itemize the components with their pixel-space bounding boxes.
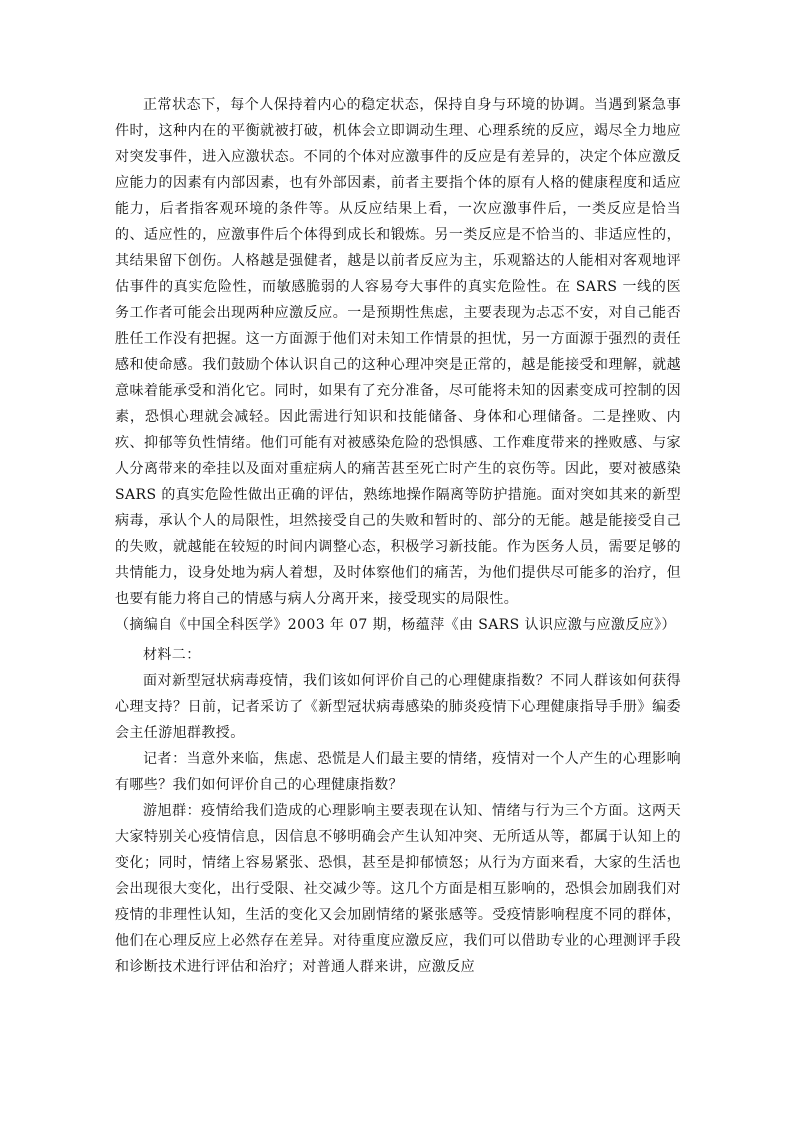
- paragraph-intro: 面对新型冠状病毒疫情，我们该如何评价自己的心理健康指数？不同人群该如何获得心理支持？日前，记者采访了《新型冠状病毒感染的肺炎疫情下心理健康指导手册》编委会主任游旭群教授。: [115, 673, 681, 741]
- paragraph-material-one: 正常状态下，每个人保持着内心的稳定状态，保持自身与环境的协调。当遇到紧急事件时，这种内在的平衡就被打破，机体会立即调动生理、心理系统的反应，竭尽全力地应对突发事件，进入应激状态。不同的个体对应激事件的反应是有差异的，决定个体应激反应能力的因素有内部因素，也有外部因素，前者主要指个体的原有人格的健康程度和适应能力，后者指客观环境的条件等。从反应结果上看，一次应激事件后，一类反应是恰当的、适应性的，应激事件后个体得到成长和锻炼。另一类反应是不恰当的、非适应性的，其结果留下创伤。人格越是强健者，越是以前者反应为主，乐观豁达的人能相对客观地评估事件的真实危险性，而敏感脆弱的人容易夸大事件的真实危险性。在 SARS 一线的医务工作者可能会出现两种应激反应。一是预期性焦虑，主要表现为忐忑不安，对自己能否胜任工作没有把握。这一方面源于他们对未知工作情景的担忧，另一方面源于强烈的责任感和使命感。我们鼓励个体认识自己的这种心理冲突是正常的，越是能接受和理解，就越意味着能承受和消化它。同时，如果有了充分准备，尽可能将未知的因素变成可控制的因素，恐惧心理就会减轻。因此需进行知识和技能储备、身体和心理储备。二是挫败、内疚、抑郁等负性情绪。他们可能有对被感染危险的恐惧感、工作难度带来的挫败感、与家人分离带来的牵挂以及面对重症病人的痛苦甚至死亡时产生的哀伤等。因此，要对被感染 SARS 的真实危险性做出正确的评估，熟练地操作隔离等防护措施。面对突如其来的新型病毒，承认个人的局限性，坦然接受自己的失败和暂时的、部分的无能。越是能接受自己的失败，就越能在较短的时间内调整心态，积极学习新技能。作为医务人员，需要足够的共情能力，设身处地为病人着想，及时体察他们的痛苦，为他们提供尽可能多的治疗，但也要有能力将自己的情感与病人分离开来，接受现实的局限性。: [115, 97, 681, 607]
- paragraph-expert-answer: 游旭群：疫情给我们造成的心理影响主要表现在认知、情绪与行为三个方面。这两天大家特别关心疫情信息，因信息不够明确会产生认知冲突、无所适从等，都属于认知上的变化；同时，情绪上容易紧张、恐惧，甚至是抑郁愤怒；从行为方面来看，大家的生活也会出现很大变化，出行受限、社交减少等。这几个方面是相互影响的，恐惧会加剧我们对疫情的非理性认知，生活的变化又会加剧情绪的紧张感等。受疫情影响程度不同的群体，他们在心理反应上必然存在差异。对待重度应激反应，我们可以借助专业的心理测评手段和诊断技术进行评估和治疗；对普通人群来讲，应激反应: [115, 803, 681, 975]
- section-heading-material-two: 材料二：: [143, 647, 201, 663]
- paragraph-reporter-question: 记者：当意外来临，焦虑、恐慌是人们最主要的情绪，疫情对一个人产生的心理影响有哪些？我们如何评价自己的心理健康指数？: [115, 751, 681, 793]
- document-page: [115, 92, 681, 980]
- source-citation: （摘编自《中国全科医学》2003 年 07 期，杨蕴萍《由 SARS 认识应激与应激反应》）: [115, 617, 676, 633]
